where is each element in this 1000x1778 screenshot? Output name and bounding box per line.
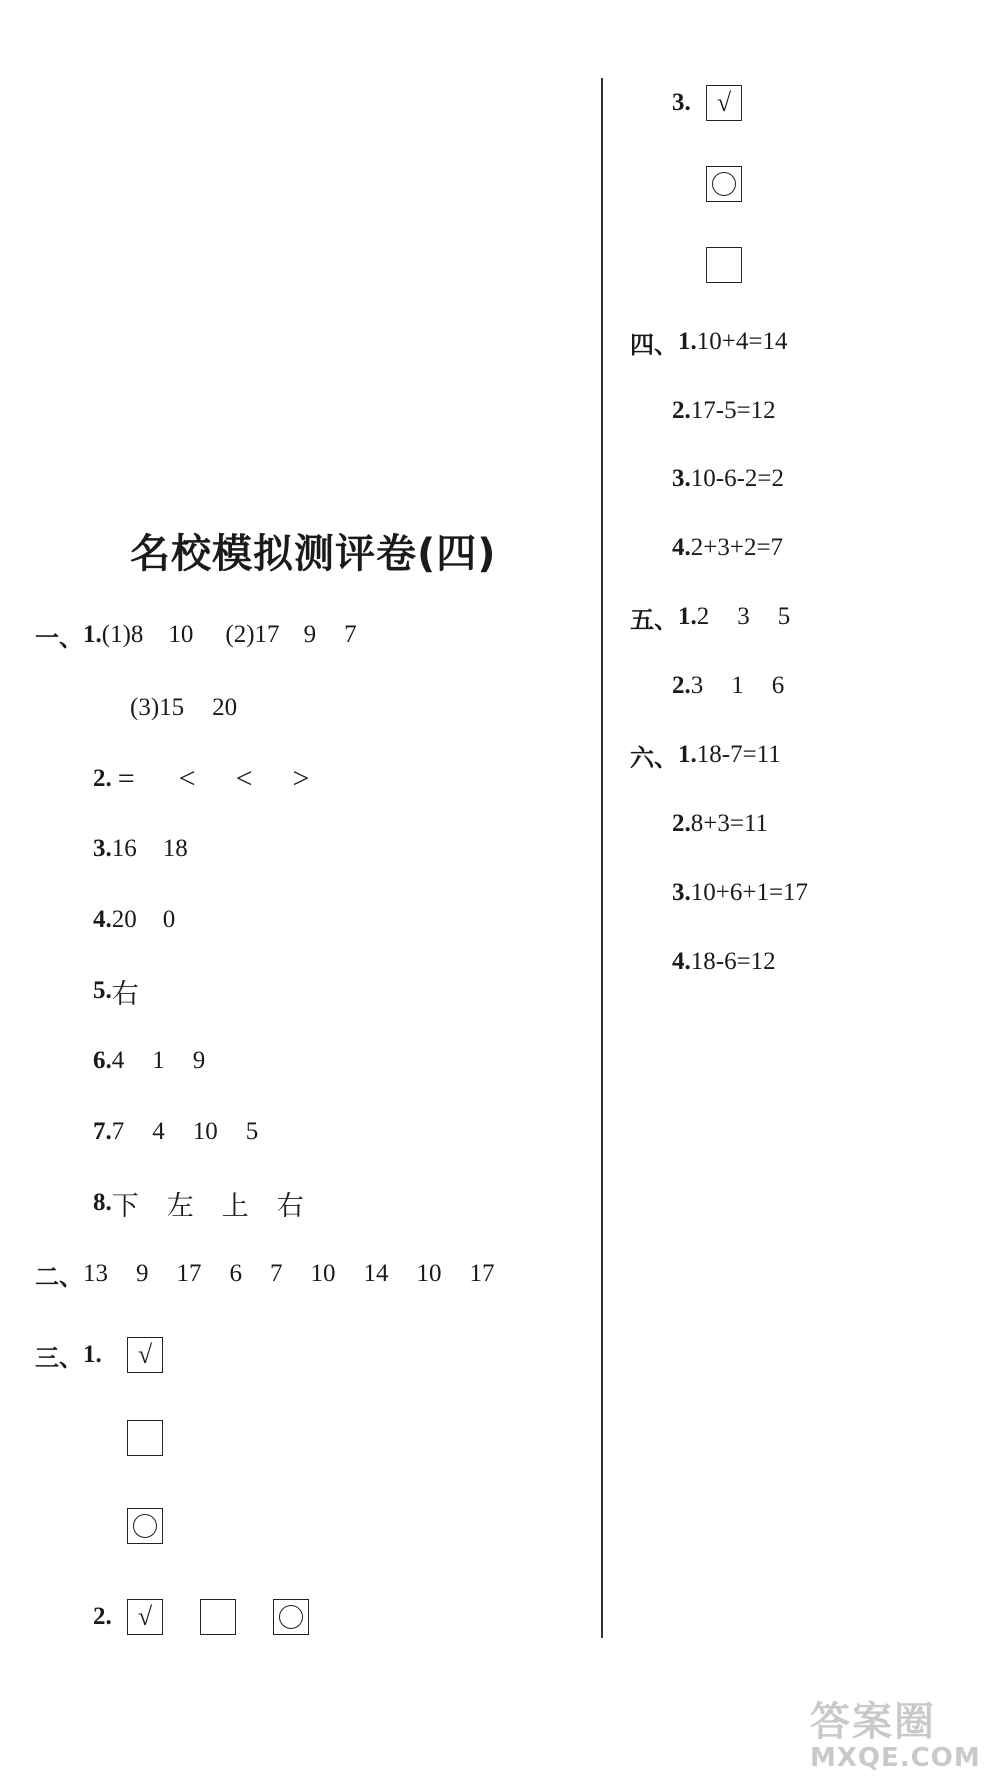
answer-value: 4 [152, 1118, 165, 1145]
page-title: 名校模拟测评卷(四) [130, 531, 497, 577]
section-6-question-3 [672, 871, 808, 915]
check-mark-icon: √ [137, 1602, 153, 1631]
watermark-url: MXQE.COM [810, 1743, 981, 1773]
answer-box-check [706, 85, 742, 121]
question-number: 1. [678, 328, 697, 355]
question-number: 1. [83, 621, 102, 648]
section-1-question-7 [93, 1110, 258, 1154]
answer-value: 7 [344, 621, 357, 648]
section-2-answers [35, 1252, 495, 1296]
section-3-question-3 [672, 81, 691, 125]
equation: 8+3=11 [690, 810, 769, 837]
question-number: 2. [93, 765, 112, 792]
answer-value: 13 [83, 1260, 108, 1287]
answer-value: 16 [111, 835, 137, 862]
section-label: 一、 [35, 623, 83, 652]
watermark-logo [810, 1690, 995, 1773]
answer-value: 1 [731, 672, 744, 699]
answer-value: 3 [737, 603, 750, 630]
question-number: 4. [672, 534, 691, 561]
question-number: 6. [93, 1047, 112, 1074]
answer-value: 上 [221, 1190, 249, 1222]
question-number: 1. [678, 741, 697, 768]
question-number: 4. [93, 906, 112, 933]
section-label: 三、 [35, 1343, 83, 1372]
column-divider [601, 78, 603, 1638]
section-3-question-1 [35, 1333, 102, 1377]
section-1-question-5 [93, 969, 139, 1013]
section-1-question-8 [93, 1181, 304, 1225]
answer-value: < [235, 762, 253, 795]
answer-value: 10 [416, 1260, 442, 1287]
answer-box-circle [706, 166, 742, 202]
question-number: 1. [678, 603, 697, 630]
answer-value: 17 [469, 1260, 495, 1287]
question-number: 3. [672, 465, 691, 492]
answer-value: 3 [690, 672, 704, 699]
answer-value: 6 [771, 672, 785, 699]
section-3-question-2 [93, 1595, 112, 1639]
answer-box-circle [273, 1599, 309, 1635]
answer-value: = [117, 762, 135, 795]
section-6-question-2 [672, 802, 768, 846]
circle-icon [712, 172, 736, 196]
answer-value: 20 [212, 694, 238, 721]
answer-box-circle [127, 1508, 163, 1544]
section-label: 五、 [630, 605, 678, 634]
answer-value: 右 [276, 1190, 304, 1222]
watermark-text: 答案圈 [810, 1699, 936, 1745]
circle-icon [279, 1605, 303, 1629]
section-6-question-1 [630, 733, 781, 777]
section-label: 二、 [35, 1262, 83, 1291]
answer-value: < [178, 762, 196, 795]
section-4-question-4 [672, 526, 783, 570]
equation: 17-5=12 [690, 397, 776, 424]
section-1-question-2 [93, 757, 309, 801]
question-number: 2. [672, 397, 691, 424]
answer-value: (3)15 [130, 694, 185, 721]
answer-value: > [292, 762, 310, 795]
answer-box-check [127, 1337, 163, 1373]
section-6-question-4 [672, 940, 776, 984]
question-number: 3. [672, 879, 691, 906]
equation: 10-6-2=2 [690, 465, 784, 492]
answer-value: 7 [111, 1118, 125, 1145]
answer-value: 5 [245, 1118, 259, 1145]
answer-value: (2)17 [225, 621, 280, 648]
question-number: 5. [93, 977, 112, 1004]
answer-value: 10 [168, 621, 194, 648]
answer-value: 9 [136, 1260, 149, 1287]
answer-value: 左 [166, 1190, 194, 1222]
check-mark-icon: √ [716, 88, 732, 117]
question-number: 7. [93, 1118, 112, 1145]
question-number: 1. [83, 1341, 102, 1368]
answer-value: 9 [192, 1047, 206, 1074]
section-4-question-2 [672, 389, 776, 433]
answer-value: 6 [229, 1260, 242, 1287]
section-4-question-3 [672, 457, 784, 501]
question-number: 8. [93, 1189, 112, 1216]
equation: 10+4=14 [696, 328, 788, 355]
section-5-question-2 [672, 664, 784, 708]
equation: 2+3+2=7 [690, 534, 784, 561]
answer-value: 7 [270, 1260, 283, 1287]
question-number: 4. [672, 948, 691, 975]
answer-box-empty [200, 1599, 236, 1635]
answer-value: 4 [111, 1047, 125, 1074]
section-5-question-1 [630, 595, 790, 639]
answer-value: 下 [111, 1190, 139, 1222]
section-1-question-3 [93, 827, 188, 871]
answer-value: (1)8 [101, 621, 144, 648]
answer-value: 20 [111, 906, 137, 933]
answer-value: 5 [777, 603, 791, 630]
answer-value: 2 [696, 603, 710, 630]
section-1-question-1-line-1 [35, 613, 357, 657]
answer-box-empty [127, 1420, 163, 1456]
answer-box-empty [706, 247, 742, 283]
section-1-question-1-line-2 [130, 686, 237, 730]
answer-value: 1 [152, 1047, 165, 1074]
section-4-question-1 [630, 320, 787, 364]
answer-value: 10 [310, 1260, 336, 1287]
check-mark-icon: √ [137, 1340, 153, 1369]
circle-icon [133, 1514, 157, 1538]
question-number: 3. [672, 89, 691, 116]
question-number: 3. [93, 835, 112, 862]
question-number: 2. [672, 672, 691, 699]
answer-value: 14 [363, 1260, 389, 1287]
answer-box-check [127, 1599, 163, 1635]
section-1-question-4 [93, 898, 175, 942]
answer-value: 17 [176, 1260, 202, 1287]
section-1-question-6 [93, 1039, 205, 1083]
question-number: 2. [93, 1603, 112, 1630]
answer-value: 10 [192, 1118, 218, 1145]
equation: 18-6=12 [690, 948, 776, 975]
answer-value: 右 [111, 978, 139, 1010]
answer-value: 0 [162, 906, 176, 933]
answer-value: 9 [303, 621, 317, 648]
answer-value: 18 [162, 835, 188, 862]
equation: 18-7=11 [696, 741, 781, 768]
section-label: 四、 [630, 330, 678, 359]
equation: 10+6+1=17 [690, 879, 809, 906]
question-number: 2. [672, 810, 691, 837]
section-label: 六、 [630, 743, 678, 772]
